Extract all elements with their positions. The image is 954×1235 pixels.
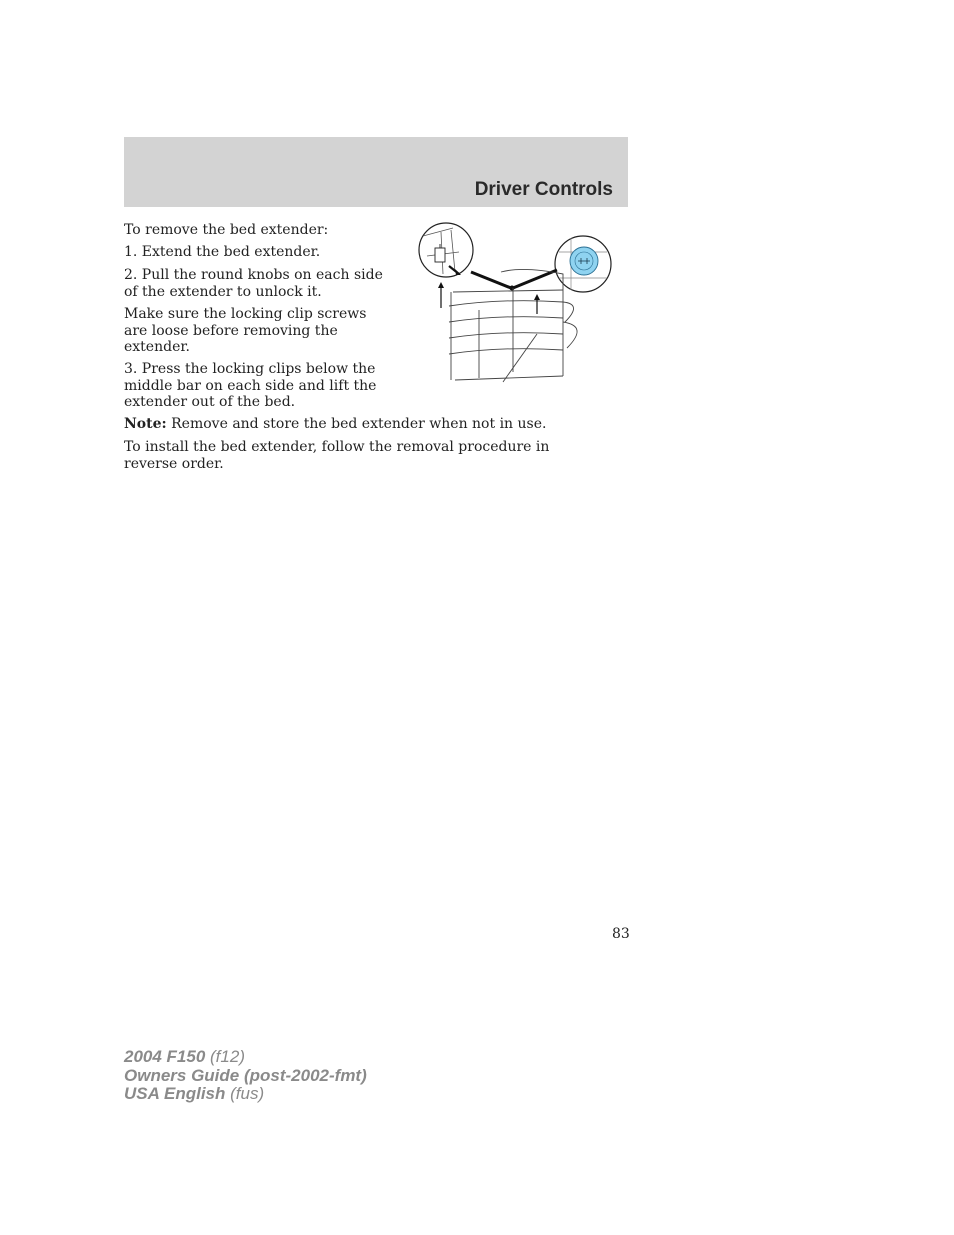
document-footer (124, 1048, 367, 1104)
bed-extender-illustration (413, 222, 615, 386)
intro-text: To remove the bed extender: (124, 222, 329, 238)
footer-line-1: 2004 F150 (f12) (124, 1047, 245, 1066)
step-1: 1. Extend the bed extender. (124, 244, 321, 260)
step-2: 2. Pull the round knobs on each side of the extender to unlock it. (124, 267, 383, 300)
page-number: 83 (612, 926, 630, 942)
lift-arrows (438, 282, 540, 314)
note-label: Note: (124, 416, 167, 432)
install-text: To install the bed extender, follow the removal procedure in reverse order. (124, 439, 550, 472)
note-paragraph (124, 416, 604, 433)
section-title: Driver Controls (474, 179, 613, 200)
note-text: Remove and store the bed extender when not in use. (166, 416, 547, 432)
step-3: 3. Press the locking clips below the middle bar on each side and lift the extender out of the bed. (124, 361, 377, 410)
footer-line-2: Owners Guide (post-2002-fmt) (124, 1065, 367, 1085)
caution-text: Make sure the locking clip screws are loose before removing the extender. (124, 306, 367, 355)
section-header (124, 137, 628, 207)
clip-detail-inset (419, 223, 473, 277)
footer-line-3: USA English (fus) (124, 1084, 265, 1103)
